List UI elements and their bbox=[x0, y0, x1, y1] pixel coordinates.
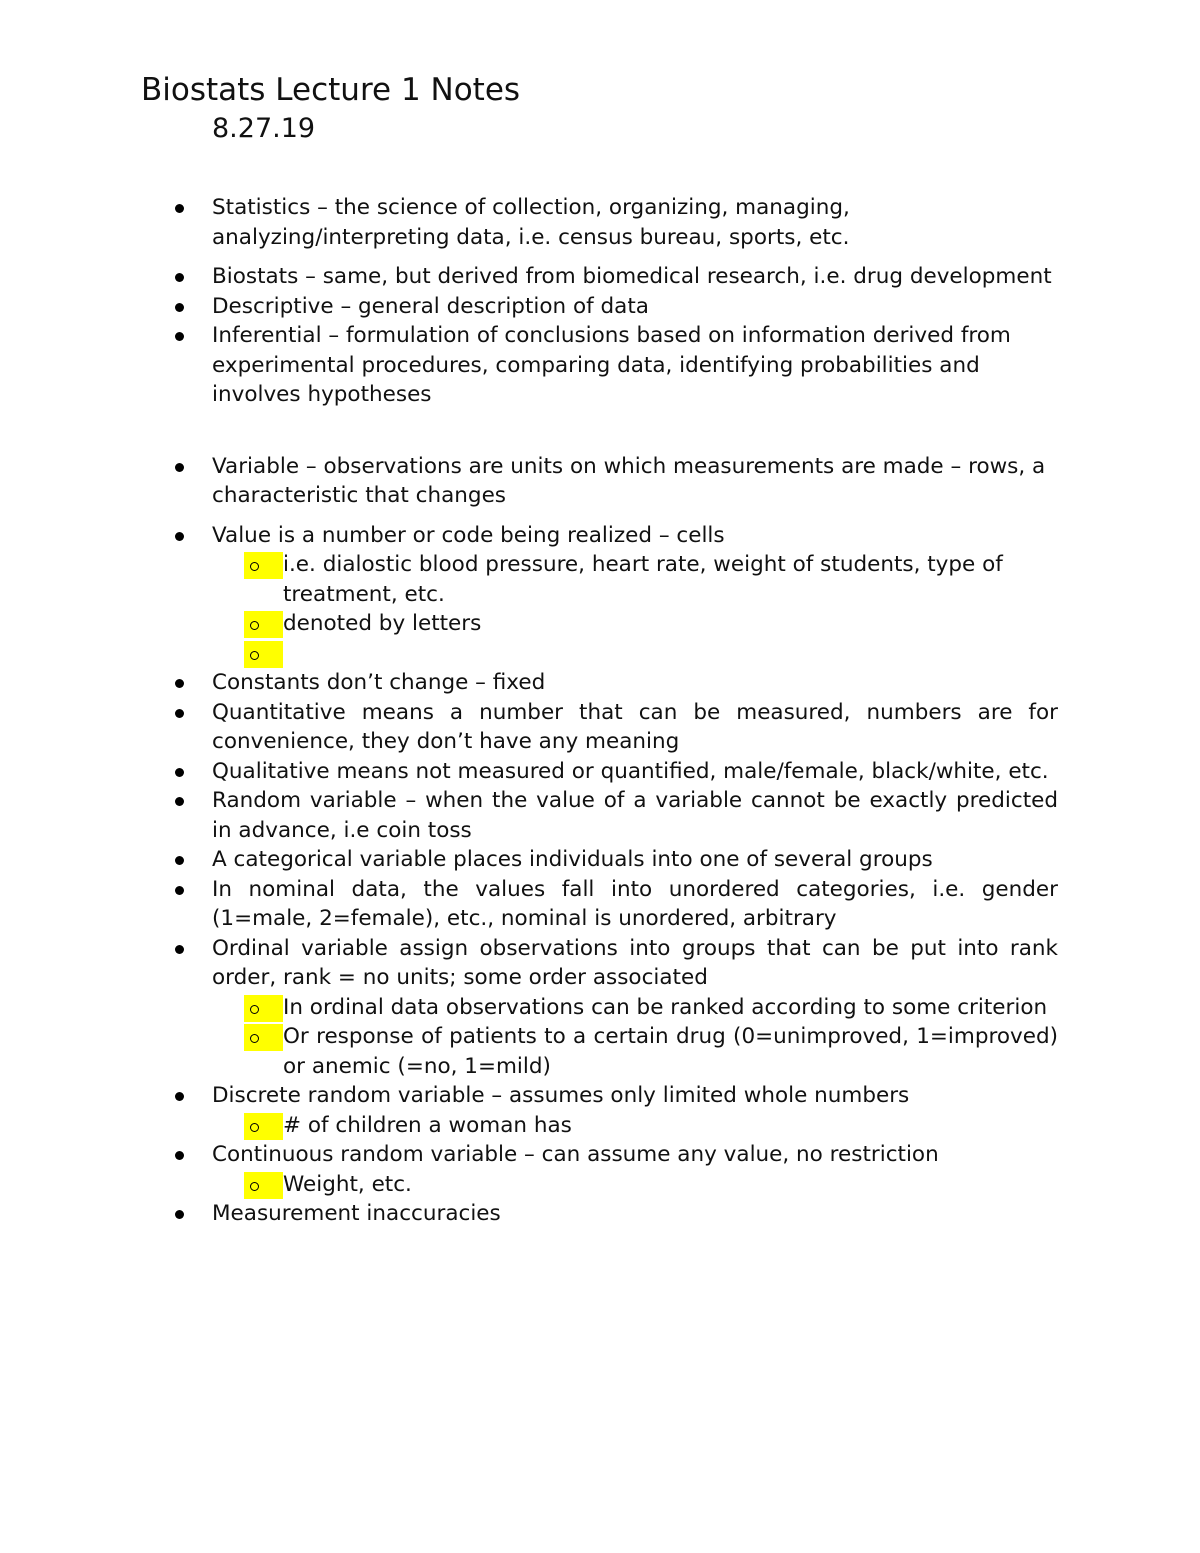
list-item bbox=[0, 1140, 1058, 1170]
notes-list bbox=[0, 193, 1200, 1229]
bullet-icon bbox=[175, 709, 184, 718]
bullet-icon bbox=[175, 797, 184, 806]
circle-bullet-icon bbox=[244, 1113, 283, 1140]
list-item-text: Discrete random variable – assumes only limited whole numbers bbox=[212, 1083, 910, 1108]
bullet-icon bbox=[175, 273, 184, 282]
list-item bbox=[0, 193, 1058, 252]
sub-list-item-text: denoted by letters bbox=[283, 611, 482, 636]
list-item-text: Descriptive – general description of data bbox=[212, 293, 649, 319]
list-item bbox=[0, 845, 1058, 875]
circle-bullet-icon bbox=[244, 641, 283, 668]
list-item-text: In nominal data, the values fall into unordered categories, i.e. gender (1=male, 2=female), etc., nominal is unordered, arbitrary bbox=[212, 876, 1058, 931]
sub-list-item-text: In ordinal data observations can be ranked according to some criterion bbox=[283, 994, 1048, 1020]
list-item bbox=[0, 786, 1058, 845]
list-item-text: Biostats – same, but derived from biomedical research, i.e. drug development bbox=[212, 264, 1052, 289]
sub-list-item bbox=[0, 609, 1058, 639]
list-item-text: Continuous random variable – can assume any value, no restriction bbox=[212, 1142, 939, 1167]
list-item-text: Constants don’t change – fixed bbox=[212, 670, 546, 695]
list-item bbox=[0, 521, 1058, 551]
list-item bbox=[0, 698, 1058, 757]
bullet-icon bbox=[175, 1210, 184, 1219]
list-item bbox=[0, 1081, 1058, 1111]
bullet-icon bbox=[175, 679, 184, 688]
sub-list-item-text: i.e. dialostic blood pressure, heart rate, weight of students, type of treatment, etc. bbox=[283, 552, 1003, 607]
bullet-icon bbox=[175, 532, 184, 541]
bullet-icon bbox=[175, 1092, 184, 1101]
list-item-text: Quantitative means a number that can be measured, numbers are for convenience, they don’t have any meaning bbox=[212, 699, 1058, 754]
list-item-text: Measurement inaccuracies bbox=[212, 1201, 501, 1226]
list-item-text: Statistics – the science of collection, organizing, managing, analyzing/interpreting data, i.e. census bureau, sports, etc. bbox=[212, 195, 850, 250]
list-item bbox=[0, 292, 1058, 322]
list-item bbox=[0, 262, 1058, 292]
bullet-icon bbox=[175, 303, 184, 312]
page-title: Biostats Lecture 1 Notes bbox=[141, 72, 521, 108]
list-item-text: A categorical variable places individuals into one of several groups bbox=[212, 847, 933, 872]
sub-list-item bbox=[0, 550, 1058, 609]
circle-bullet-icon bbox=[244, 995, 283, 1022]
list-item bbox=[0, 875, 1058, 934]
list-item bbox=[0, 757, 1058, 787]
list-item-text: Random variable – when the value of a variable cannot be exactly predicted in advance, i.e coin toss bbox=[212, 788, 1058, 843]
bullet-icon bbox=[175, 463, 184, 472]
sub-list-item bbox=[0, 1170, 1058, 1200]
list-item-text: Ordinal variable assign observations into groups that can be put into rank order, rank = no units; some order associated bbox=[212, 935, 1058, 990]
list-item-text: Qualitative means not measured or quantified, male/female, black/white, etc. bbox=[212, 758, 1049, 784]
circle-bullet-icon bbox=[244, 1172, 283, 1199]
bullet-icon bbox=[175, 204, 184, 213]
sub-list-item bbox=[0, 1022, 1058, 1081]
page-date: 8.27.19 bbox=[212, 113, 316, 144]
sub-list-item bbox=[0, 639, 1058, 669]
list-item bbox=[0, 452, 1058, 511]
list-item bbox=[0, 321, 1058, 410]
bullet-icon bbox=[175, 886, 184, 895]
bullet-icon bbox=[175, 332, 184, 341]
bullet-icon bbox=[175, 768, 184, 777]
sub-list-item-text: # of children a woman has bbox=[283, 1112, 572, 1138]
sub-list-item bbox=[0, 993, 1058, 1023]
circle-bullet-icon bbox=[244, 552, 283, 579]
list-item bbox=[0, 668, 1058, 698]
sub-list-item-text: Weight, etc. bbox=[283, 1171, 412, 1197]
list-item-text: Inferential – formulation of conclusions based on information derived from experimental procedures, comparing data, identifying probabilities and involves hypotheses bbox=[212, 323, 1011, 407]
list-item-text: Value is a number or code being realized – cells bbox=[212, 522, 725, 548]
bullet-icon bbox=[175, 945, 184, 954]
list-item bbox=[0, 934, 1058, 993]
list-item-text: Variable – observations are units on which measurements are made – rows, a characteristic that changes bbox=[212, 453, 1046, 508]
bullet-icon bbox=[175, 1151, 184, 1160]
sub-list-item bbox=[0, 1111, 1058, 1141]
circle-bullet-icon bbox=[244, 611, 283, 638]
circle-bullet-icon bbox=[244, 1024, 283, 1051]
bullet-icon bbox=[175, 856, 184, 865]
sub-list-item-text: Or response of patients to a certain drug (0=unimproved, 1=improved) or anemic (=no, 1=mild) bbox=[283, 1024, 1058, 1079]
list-item bbox=[0, 1199, 1058, 1229]
